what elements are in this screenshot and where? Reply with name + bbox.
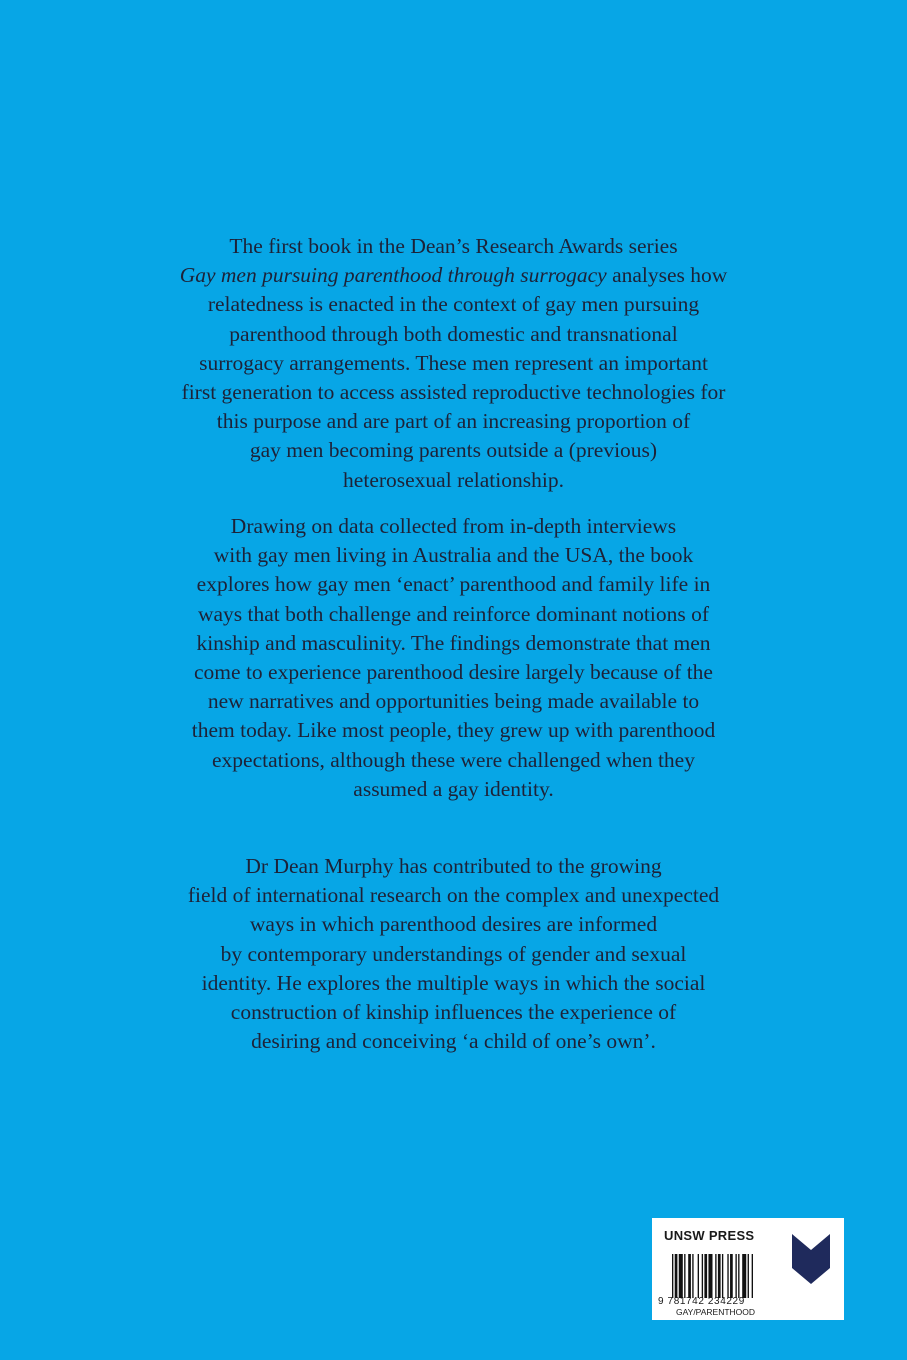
blurb-line: expectations, although these were challenged when they	[212, 747, 695, 772]
barcode-bar	[708, 1254, 712, 1298]
barcode-bar	[735, 1254, 736, 1298]
book-title: Gay men pursuing parenthood through surrogacy	[179, 263, 607, 288]
barcode-bar	[742, 1254, 746, 1298]
barcode-bar	[718, 1254, 721, 1298]
barcode-bar	[692, 1254, 693, 1298]
blurb-line: ways in which parenthood desires are informed	[249, 912, 658, 937]
blurb-line: by contemporary understandings of gender and sexual	[220, 941, 687, 966]
blurb-line: assumed a gay identity.	[353, 776, 554, 801]
blurb-line: Drawing on data collected from in-depth interviews	[230, 514, 677, 538]
barcode-box	[652, 1218, 844, 1320]
blurb-line: parenthood through both domestic and transnational	[229, 321, 678, 346]
barcode-bar	[698, 1254, 699, 1298]
publisher-name: UNSW PRESS	[664, 1228, 755, 1243]
barcode-bar	[715, 1254, 716, 1298]
barcode-bar	[679, 1254, 683, 1298]
blurb-paragraph-1	[120, 232, 787, 495]
blurb-line: identity. He explores the multiple ways in which the social	[201, 970, 706, 995]
author-bio-paragraph	[120, 852, 787, 1056]
blurb-line: come to experience parenthood desire largely because of the	[194, 660, 713, 685]
barcode-bar	[730, 1254, 733, 1298]
blurb-line: gay men becoming parents outside a (previous)	[249, 438, 658, 463]
barcode-bar	[727, 1254, 728, 1298]
blurb-line: this purpose and are part of an increasing proportion of	[216, 409, 691, 434]
barcode-bar	[675, 1254, 678, 1298]
book-category: GAY/PARENTHOOD	[676, 1307, 756, 1317]
blurb-line: heterosexual relationship.	[343, 467, 564, 492]
isbn-number: 9 781742 234229	[658, 1296, 745, 1307]
barcode-bar	[672, 1254, 673, 1298]
blurb-paragraph-2	[120, 512, 787, 804]
blurb-line: desiring and conceiving ‘a child of one’s own’.	[251, 1029, 656, 1054]
blurb-line: with gay men living in Australia and the USA, the book	[213, 543, 694, 568]
blurb-line-text: analyses how	[606, 263, 728, 288]
blurb-line: surrogacy arrangements. These men represent an important	[199, 350, 708, 375]
blurb-line: The first book in the Dean’s Research Awards series	[229, 234, 678, 258]
barcode-bar	[738, 1254, 739, 1298]
blurb-line: explores how gay men ‘enact’ parenthood and family life in	[196, 572, 711, 597]
blurb-line: field of international research on the complex and unexpected	[187, 883, 720, 908]
barcode-bar	[684, 1254, 685, 1298]
unsw-press-chevron-logo-icon	[792, 1234, 830, 1284]
barcode-image	[672, 1254, 784, 1298]
blurb-line: construction of kinship influences the experience of	[230, 1000, 677, 1025]
blurb-line: new narratives and opportunities being made available to	[207, 689, 700, 714]
barcode-bar	[748, 1254, 749, 1298]
barcode-bar	[704, 1254, 707, 1298]
barcode-bar	[722, 1254, 723, 1298]
blurb-line: them today. Like most people, they grew up with parenthood	[191, 718, 716, 743]
barcode-bar	[688, 1254, 691, 1298]
blurb-line: kinship and masculinity. The findings demonstrate that men	[196, 630, 711, 655]
blurb-line	[120, 261, 787, 290]
barcode-bar	[752, 1254, 753, 1298]
blurb-line: relatedness is enacted in the context of gay men pursuing	[207, 292, 700, 317]
blurb-line: Dr Dean Murphy has contributed to the growing	[245, 854, 662, 878]
barcode-bar	[702, 1254, 703, 1298]
blurb-line: ways that both challenge and reinforce dominant notions of	[197, 601, 710, 626]
blurb-line: first generation to access assisted reproductive technologies for	[181, 380, 726, 405]
